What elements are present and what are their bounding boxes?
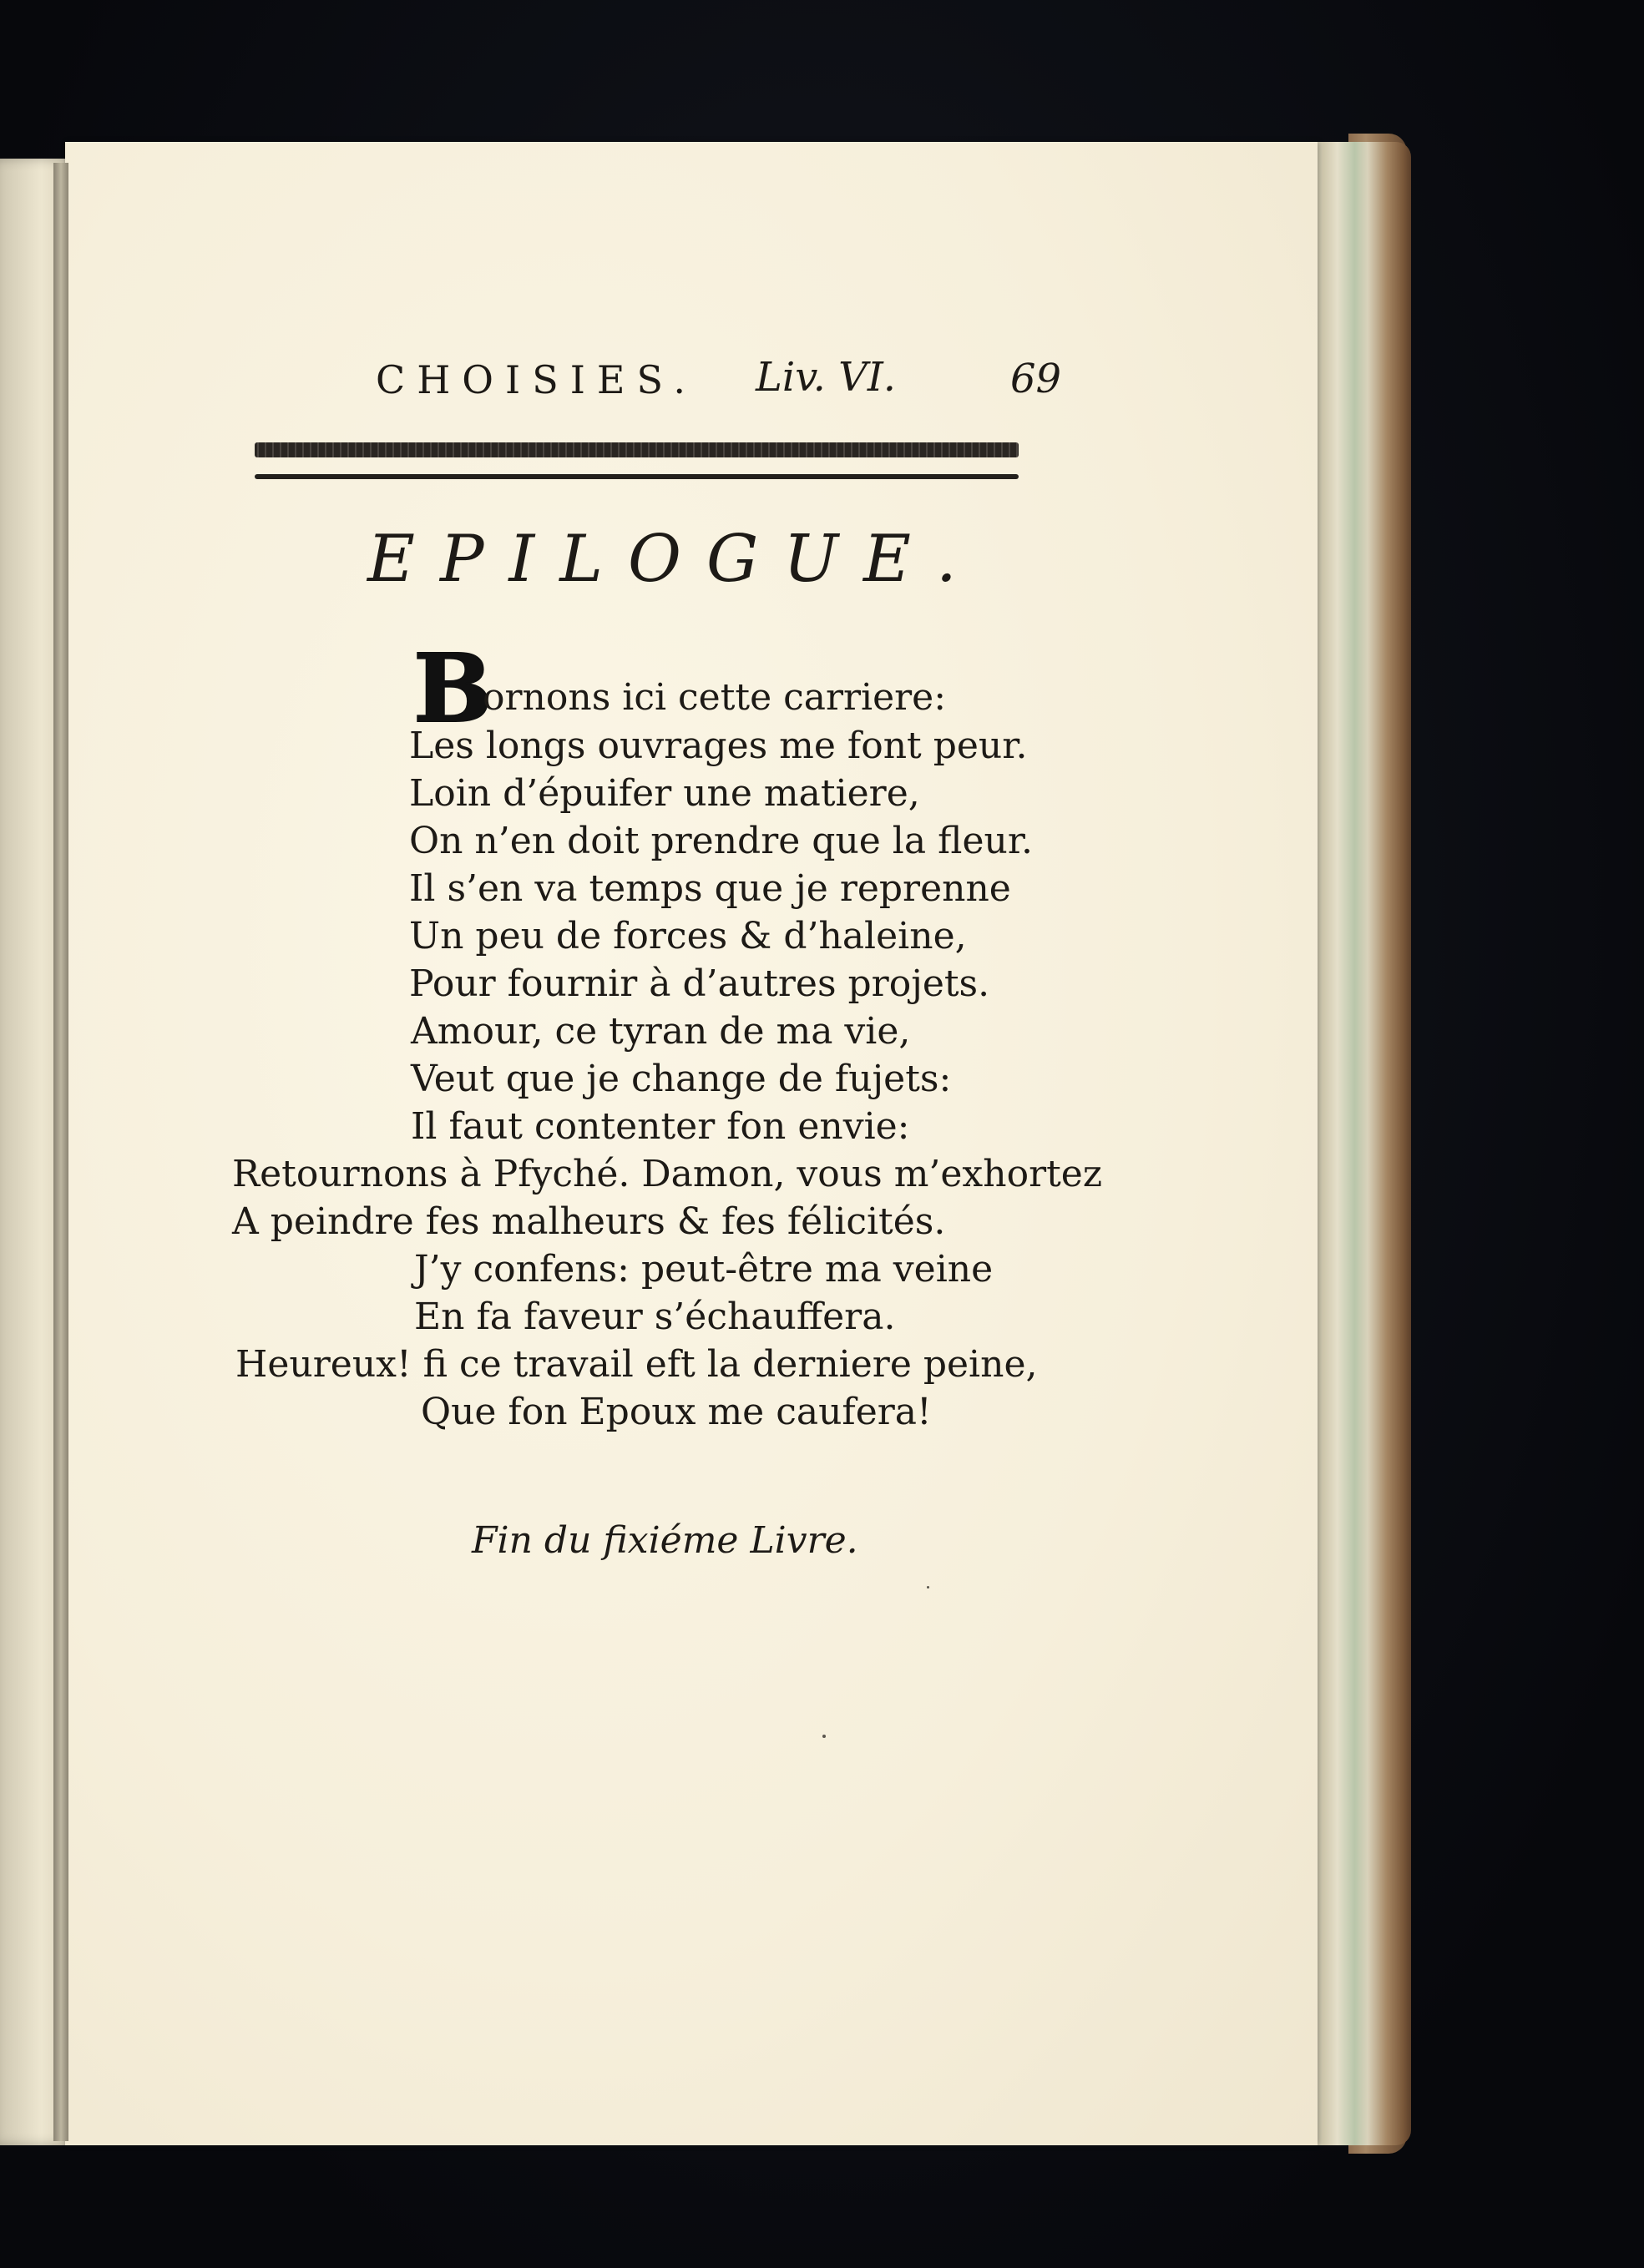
- poem-line: Retournons à Pfyché. Damon, vous m’exhortez: [232, 1153, 1103, 1195]
- running-head: [376, 351, 1060, 409]
- poem-line: Veut que je change de fujets:: [411, 1058, 952, 1100]
- poem-line: Amour, ce tyran de ma vie,: [411, 1010, 911, 1053]
- page-number: 69: [1010, 356, 1062, 402]
- drop-cap: B: [413, 634, 493, 744]
- page-edges: [1303, 142, 1411, 2145]
- poem-line: ornons ici cette carriere:: [483, 676, 947, 719]
- poem-line: Loin d’épuifer une matiere,: [409, 772, 920, 815]
- poem-line: Les longs ouvrages me font peur.: [409, 725, 1028, 767]
- poem-line: J’y confens: peut-être ma veine: [414, 1248, 994, 1291]
- book-ending-note: Fin du fixiéme Livre.: [472, 1519, 858, 1562]
- poem-line: Que fon Epoux me caufera!: [421, 1391, 932, 1433]
- paper-speck: [822, 1735, 826, 1738]
- poem-line: On n’en doit prendre que la fleur.: [409, 820, 1034, 862]
- poem-line: Heureux! fi ce travail eft la derniere peine,: [235, 1343, 1038, 1386]
- poem-line: Pour fournir à d’autres projets.: [409, 962, 990, 1005]
- poem-line: Il s’en va temps que je reprenne: [409, 867, 1011, 910]
- poem-line: Un peu de forces & d’haleine,: [409, 915, 967, 957]
- running-head-book: Liv. VI.: [756, 354, 897, 401]
- book-gutter: [53, 163, 68, 2141]
- ornamental-rule-thick: [255, 442, 1019, 457]
- paper-speck: [927, 1586, 929, 1589]
- running-head-title: CHOISIES.: [376, 357, 697, 402]
- poem-line: A peindre fes malheurs & fes félicités.: [232, 1200, 946, 1243]
- poem-line: En fa faveur s’échauffera.: [414, 1296, 896, 1338]
- section-heading: EPILOGUE.: [367, 522, 982, 597]
- ornamental-rule-thin: [255, 474, 1019, 479]
- poem-line: Il faut contenter fon envie:: [411, 1105, 910, 1148]
